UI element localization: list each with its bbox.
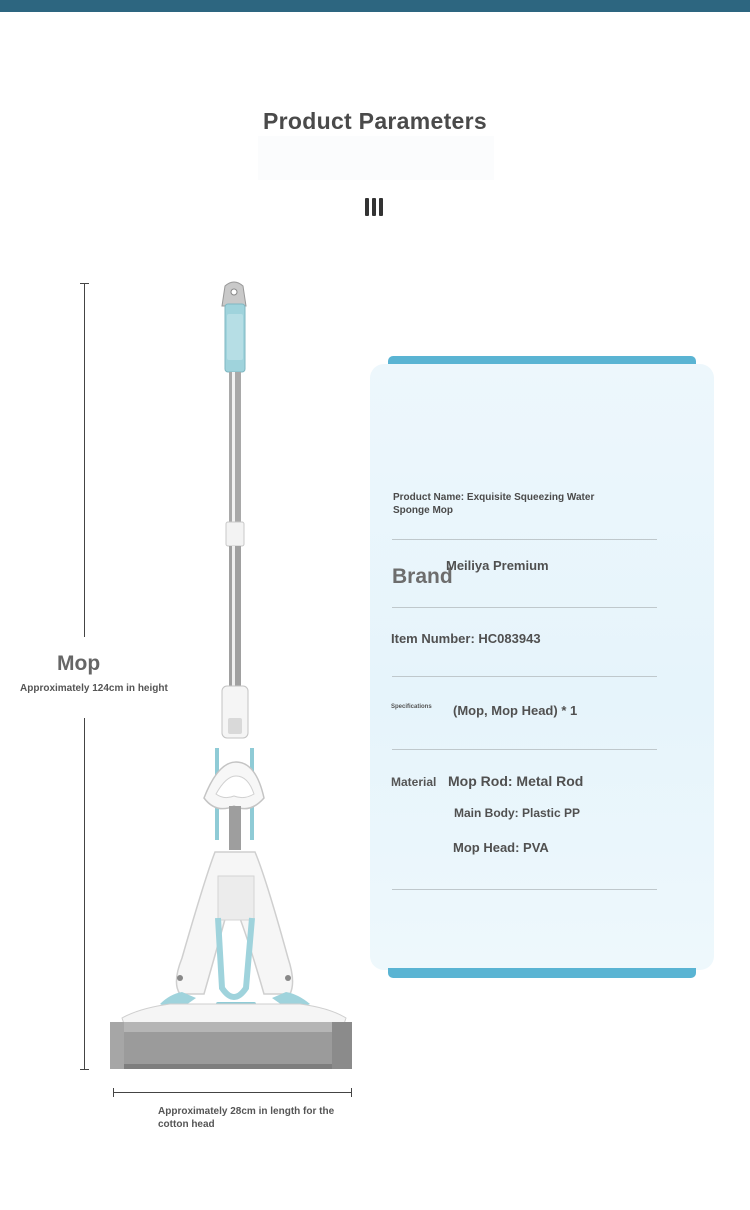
- material-item: Mop Rod: Metal Rod: [448, 773, 584, 789]
- material-item: Mop Head: PVA: [453, 840, 549, 855]
- top-banner-bar: [0, 0, 750, 12]
- row-divider: [392, 676, 657, 677]
- page-title: Product Parameters: [263, 108, 487, 134]
- width-note: Approximately 28cm in length for the cotton head: [158, 1106, 335, 1130]
- spec-panel: [370, 364, 714, 970]
- width-right-tick: [351, 1088, 352, 1097]
- mop-label: Mop: [57, 652, 101, 675]
- material-label: Material: [391, 775, 437, 789]
- triple-bar-icon: [365, 198, 385, 216]
- height-bottom-tick: [80, 1069, 89, 1070]
- product-name: Product Name: Exquisite Squeezing Water Sponge Mop: [393, 492, 595, 516]
- row-divider: [392, 889, 657, 890]
- height-dimension-line-lower: [84, 718, 85, 1070]
- height-note: Approximately 124cm in height: [20, 683, 168, 694]
- row-divider: [392, 607, 657, 608]
- spec-panel-bottom-accent: [388, 968, 696, 978]
- specifications-label: Specifications: [391, 704, 432, 710]
- row-divider: [392, 749, 657, 750]
- width-dimension-line: [113, 1092, 351, 1093]
- brand-label: Brand: [392, 565, 453, 588]
- specifications-value: (Mop, Mop Head) * 1: [453, 703, 578, 718]
- height-dimension-line-upper: [84, 283, 85, 637]
- row-divider: [392, 539, 657, 540]
- squeeze-sponge-mop-image: [100, 278, 365, 1078]
- item-number: Item Number: HC083943: [391, 631, 541, 646]
- title-backdrop: [258, 136, 494, 180]
- material-item: Main Body: Plastic PP: [454, 806, 581, 820]
- brand-value: Meiliya Premium: [446, 558, 549, 573]
